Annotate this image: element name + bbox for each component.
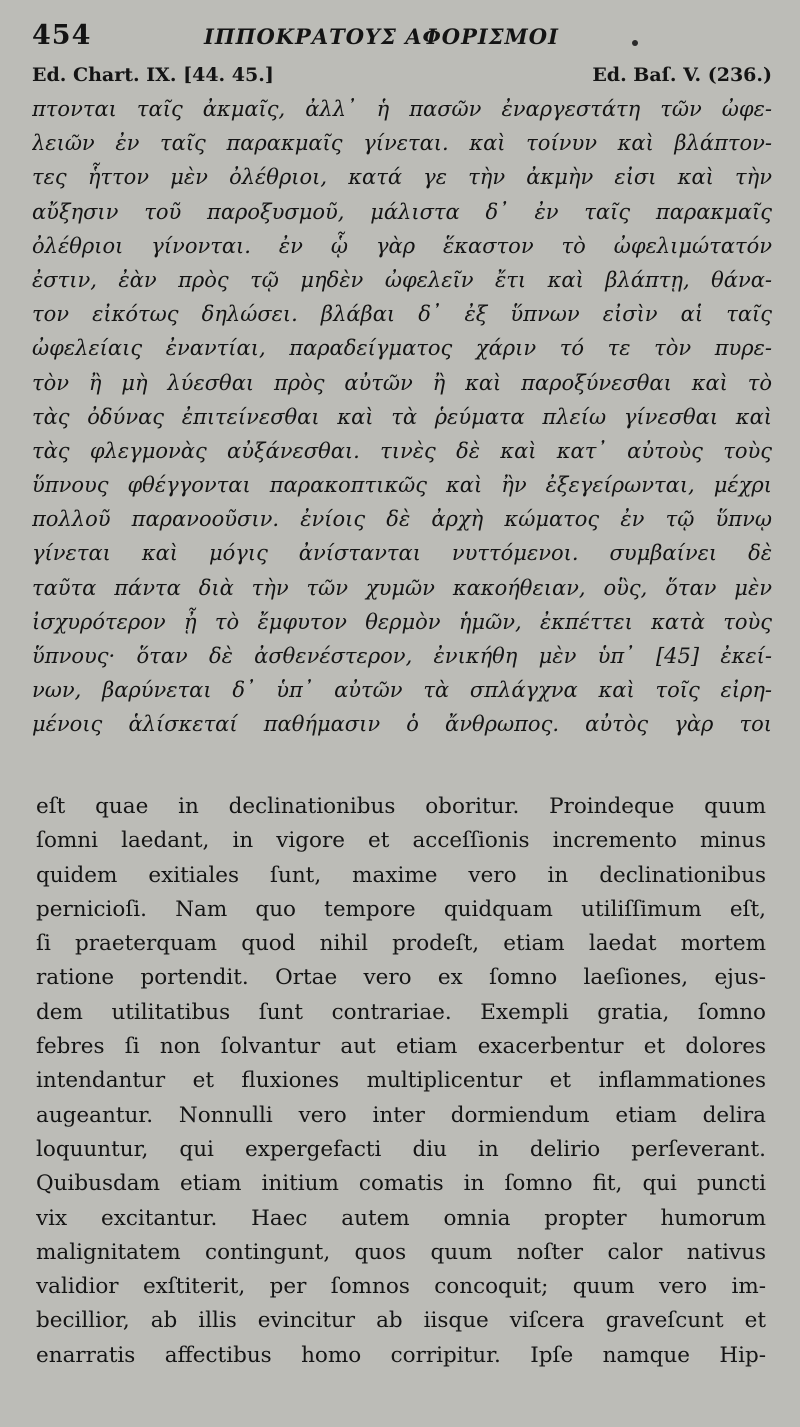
greek-text-line: πτονται ταῖς ἀκμαῖς, ἀλλ᾽ ἡ πασῶν ἐναργεστάτη τῶν ὠφε- bbox=[32, 97, 772, 121]
latin-text-line: augeantur. Nonnulli vero inter dormiendum etiam delira bbox=[36, 1102, 766, 1128]
latin-text-line: loquuntur, qui expergefacti diu in delirio perſeverant. bbox=[36, 1136, 766, 1162]
latin-text-line: febres ſi non ſolvantur aut etiam exacerbentur et dolores bbox=[36, 1034, 766, 1060]
greek-text-line: τὰς ὀδύνας ἐπιτείνεσθαι καὶ τὰ ῥεύματα πλείω γίνεσθαι καὶ bbox=[32, 404, 772, 429]
latin-text-line: validior exſtiterit, per ſomnos concoquit; quum vero im- bbox=[36, 1274, 766, 1300]
latin-text-block bbox=[36, 790, 766, 1373]
latin-text-line: ſomni laedant, in vigore et acceſſionis incremento minus bbox=[36, 828, 766, 854]
edition-reference-chartier: Ed. Chart. IX. [44. 45.] bbox=[32, 64, 274, 86]
greek-text-line: τὰς φλεγμονὰς αὐξάνεσθαι. τινὲς δὲ καὶ κατ᾽ αὐτοὺς τοὺς bbox=[32, 438, 772, 463]
latin-text-line: pernicioſi. Nam quo tempore quidquam utiliſſimum eſt, bbox=[36, 896, 766, 922]
greek-text-line: αὔξησιν τοῦ παροξυσμοῦ, μάλιστα δ᾽ ἐν ταῖς παρακμαῖς bbox=[32, 199, 772, 224]
greek-text-line: ἐστιν, ἐὰν πρὸς τῷ μηδὲν ὠφελεῖν ἔτι καὶ βλάπτῃ, θάνα- bbox=[32, 267, 772, 292]
latin-text-line: ſi praeterquam quod nihil prodeſt, etiam laedat mortem bbox=[36, 931, 766, 957]
greek-text-line: ὕπνους φθέγγονται παρακοπτικῶς καὶ ἢν ἐξεγείρωνται, μέχρι bbox=[32, 473, 772, 498]
greek-text-line: ταῦτα πάντα διὰ τὴν τῶν χυμῶν κακοήθειαν, οὓς, ὅταν μὲν bbox=[32, 575, 772, 600]
running-title: ΙΠΠΟΚΡΑΤΟΥΣ ΑΦΟΡΙΣΜΟΙ bbox=[204, 24, 559, 49]
greek-text-line: ὕπνους· ὅταν δὲ ἀσθενέστερον, ἐνικήθη μὲν ὑπ᾽ [45] ἐκεί- bbox=[32, 644, 772, 668]
greek-text-line: τον εἰκότως δηλώσει. βλάβαι δ᾽ ἐξ ὕπνων εἰσὶν αἱ ταῖς bbox=[32, 302, 772, 327]
greek-text-line: πολλοῦ παρανοοῦσιν. ἐνίοις δὲ ἀρχὴ κώματος ἐν τῷ ὕπνῳ bbox=[32, 507, 772, 532]
page-number: 454 bbox=[32, 20, 92, 51]
greek-text-block bbox=[32, 92, 772, 742]
greek-text-line: νων, βαρύνεται δ᾽ ὑπ᾽ αὐτῶν τὰ σπλάγχνα καὶ τοῖς εἰρη- bbox=[32, 678, 772, 703]
greek-text-line: λειῶν ἐν ταῖς παρακμαῖς γίνεται. καὶ τοίνυν καὶ βλάπτον- bbox=[32, 131, 772, 156]
latin-text-line: vix excitantur. Haec autem omnia propter humorum bbox=[36, 1205, 766, 1231]
latin-text-line: ratione portendit. Ortae vero ex ſomno laeſiones, ejus- bbox=[36, 965, 766, 991]
page-header bbox=[32, 20, 772, 60]
latin-text-line: enarratis affectibus homo corripitur. Ipſe namque Hip- bbox=[36, 1342, 766, 1368]
latin-text-line: eſt quae in declinationibus oboritur. Proindeque quum bbox=[36, 794, 766, 819]
greek-text-line: ὀλέθριοι γίνονται. ἐν ᾧ γὰρ ἕκαστον τὸ ὠφελιμώτατόν bbox=[32, 233, 772, 258]
greek-text-line: γίνεται καὶ μόγις ἀνίστανται νυττόμενοι. συμβαίνει δὲ bbox=[32, 541, 772, 566]
latin-text-line: dem utilitatibus ſunt contrariae. Exempli gratia, ſomno bbox=[36, 999, 766, 1025]
edition-reference-line bbox=[32, 64, 772, 92]
greek-text-line: μένοις ἁλίσκεταί παθήμασιν ὁ ἄνθρωπος. αὐτὸς γὰρ τοι bbox=[32, 712, 772, 737]
latin-text-line: intendantur et fluxiones multiplicentur et inflammationes bbox=[36, 1068, 766, 1094]
edition-reference-basel: Ed. Baſ. V. (236.) bbox=[592, 64, 772, 86]
latin-text-line: quidem exitiales ſunt, maxime vero in declinationibus bbox=[36, 862, 766, 888]
greek-text-line: ὠφελείαις ἐναντίαι, παραδείγματος χάριν τό τε τὸν πυρε- bbox=[32, 336, 772, 361]
greek-text-line: ἰσχυρότερον ᾖ τὸ ἔμφυτον θερμὸν ἡμῶν, ἐκπέττει κατὰ τοὺς bbox=[32, 609, 772, 634]
ink-speck bbox=[632, 40, 638, 46]
latin-text-line: malignitatem contingunt, quos quum noſter calor nativus bbox=[36, 1239, 766, 1265]
latin-text-line: becillior, ab illis evincitur ab iisque viſcera graveſcunt et bbox=[36, 1308, 766, 1334]
latin-text-line: Quibusdam etiam initium comatis in ſomno fit, qui puncti bbox=[36, 1171, 766, 1197]
greek-text-line: τες ἧττον μὲν ὀλέθριοι, κατά γε τὴν ἀκμὴν εἰσι καὶ τὴν bbox=[32, 165, 772, 190]
greek-text-line: τὸν ἢ μὴ λύεσθαι πρὸς αὐτῶν ἢ καὶ παροξύνεσθαι καὶ τὸ bbox=[32, 370, 772, 395]
